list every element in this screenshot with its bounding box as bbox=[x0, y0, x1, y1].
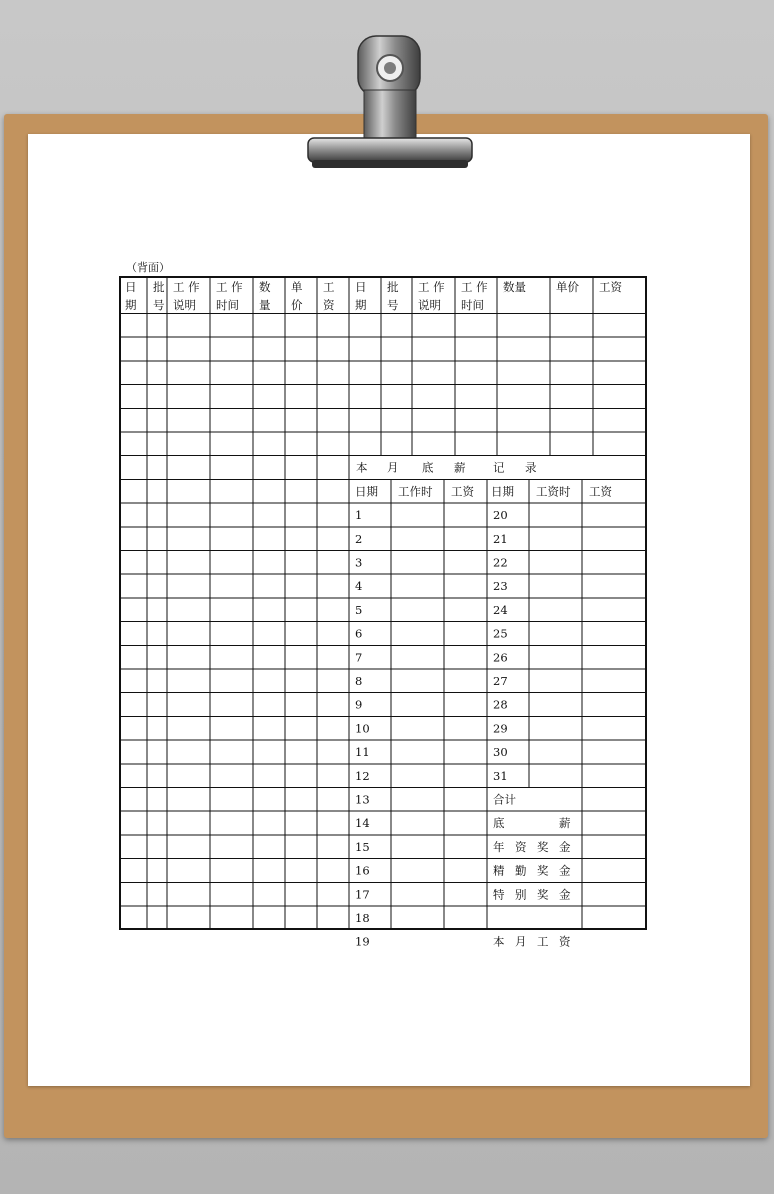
base-record-title: 薪 bbox=[454, 460, 466, 475]
column-header: 号 bbox=[153, 298, 165, 312]
summary-label: 奖 bbox=[537, 839, 549, 854]
summary-label: 工 bbox=[537, 934, 549, 949]
column-header: 数量 bbox=[503, 280, 526, 294]
column-header: 日 bbox=[125, 280, 137, 294]
day-number: 13 bbox=[355, 792, 370, 807]
column-header: 工 作 bbox=[173, 280, 200, 294]
base-record-title: 底 bbox=[422, 460, 434, 475]
column-header: 量 bbox=[259, 298, 271, 312]
day-number: 5 bbox=[355, 602, 363, 617]
summary-label: 月 bbox=[515, 934, 527, 949]
day-number: 1 bbox=[355, 508, 363, 523]
column-header: 价 bbox=[291, 298, 303, 312]
base-record-title: 本 bbox=[356, 460, 368, 475]
table-frame bbox=[120, 277, 646, 929]
base-record-title: 录 bbox=[525, 460, 537, 475]
day-number: 25 bbox=[493, 626, 508, 641]
day-number: 20 bbox=[493, 508, 508, 523]
base-record-column-header: 工资时 bbox=[536, 484, 571, 499]
day-number: 14 bbox=[355, 816, 370, 831]
day-number: 30 bbox=[493, 745, 508, 760]
column-header: 批 bbox=[153, 280, 165, 294]
column-header: 单 bbox=[291, 280, 303, 294]
summary-label: 本 bbox=[493, 934, 505, 949]
summary-label: 精 bbox=[493, 863, 505, 878]
day-number: 12 bbox=[355, 768, 370, 783]
summary-label: 薪 bbox=[559, 816, 571, 831]
column-header: 说明 bbox=[173, 298, 196, 312]
day-number: 28 bbox=[493, 697, 508, 712]
base-record-column-header: 工资 bbox=[451, 484, 474, 499]
day-number: 18 bbox=[355, 911, 370, 925]
summary-label: 年 bbox=[493, 839, 505, 854]
base-record-column-header: 工作时 bbox=[398, 484, 433, 499]
column-header: 数 bbox=[259, 280, 271, 294]
column-header: 资 bbox=[323, 298, 335, 312]
base-record-title: 记 bbox=[493, 460, 505, 475]
column-header: 时间 bbox=[216, 298, 239, 312]
wage-record-table bbox=[119, 276, 647, 949]
day-number: 24 bbox=[493, 602, 508, 617]
day-number: 29 bbox=[493, 721, 508, 736]
column-header: 说明 bbox=[418, 298, 441, 312]
column-header: 工资 bbox=[599, 280, 622, 294]
day-number: 22 bbox=[493, 555, 508, 570]
summary-label: 金 bbox=[559, 887, 571, 902]
summary-label: 勤 bbox=[515, 863, 527, 878]
column-header: 工 作 bbox=[418, 280, 445, 294]
summary-label: 资 bbox=[515, 839, 527, 854]
day-number: 8 bbox=[355, 674, 363, 688]
day-number: 21 bbox=[493, 531, 508, 546]
day-number: 6 bbox=[355, 626, 363, 641]
base-record-column-header: 日期 bbox=[355, 484, 378, 499]
day-number: 27 bbox=[493, 674, 508, 688]
day-number: 11 bbox=[355, 745, 370, 760]
column-header: 工 作 bbox=[461, 280, 488, 294]
day-number: 3 bbox=[355, 555, 363, 570]
day-number: 26 bbox=[493, 650, 508, 665]
base-record-column-header: 工资 bbox=[589, 484, 612, 499]
day-number: 4 bbox=[355, 579, 363, 594]
column-header: 号 bbox=[387, 298, 399, 312]
day-number: 2 bbox=[355, 531, 363, 546]
day-number: 23 bbox=[493, 579, 508, 594]
back-side-note: （背面） bbox=[126, 261, 170, 274]
day-number: 31 bbox=[493, 768, 508, 783]
summary-label: 特 bbox=[493, 887, 505, 902]
summary-label: 奖 bbox=[537, 863, 549, 878]
summary-label: 奖 bbox=[537, 887, 549, 902]
column-header: 时间 bbox=[461, 298, 484, 312]
day-number: 7 bbox=[355, 650, 363, 665]
day-number: 15 bbox=[355, 839, 370, 854]
base-record-column-header: 日期 bbox=[491, 484, 514, 499]
day-number: 9 bbox=[355, 697, 363, 712]
column-header: 日 bbox=[355, 280, 367, 294]
column-header: 批 bbox=[387, 280, 399, 294]
summary-label: 别 bbox=[515, 887, 527, 902]
day-number: 合计 bbox=[493, 792, 516, 807]
binder-clip-icon bbox=[300, 28, 476, 176]
base-record-title: 月 bbox=[387, 460, 399, 475]
day-number: 19 bbox=[355, 934, 370, 949]
summary-label: 金 bbox=[559, 863, 571, 878]
summary-label: 金 bbox=[559, 839, 571, 854]
column-header: 工 作 bbox=[216, 280, 243, 294]
day-number: 10 bbox=[355, 721, 370, 736]
summary-label: 底 bbox=[493, 816, 505, 831]
column-header: 期 bbox=[125, 298, 137, 312]
day-number: 16 bbox=[355, 863, 370, 878]
summary-label: 资 bbox=[559, 934, 571, 949]
column-header: 期 bbox=[355, 298, 367, 312]
column-header: 工 bbox=[323, 280, 335, 294]
day-number: 17 bbox=[355, 887, 370, 902]
column-header: 单价 bbox=[556, 280, 579, 294]
